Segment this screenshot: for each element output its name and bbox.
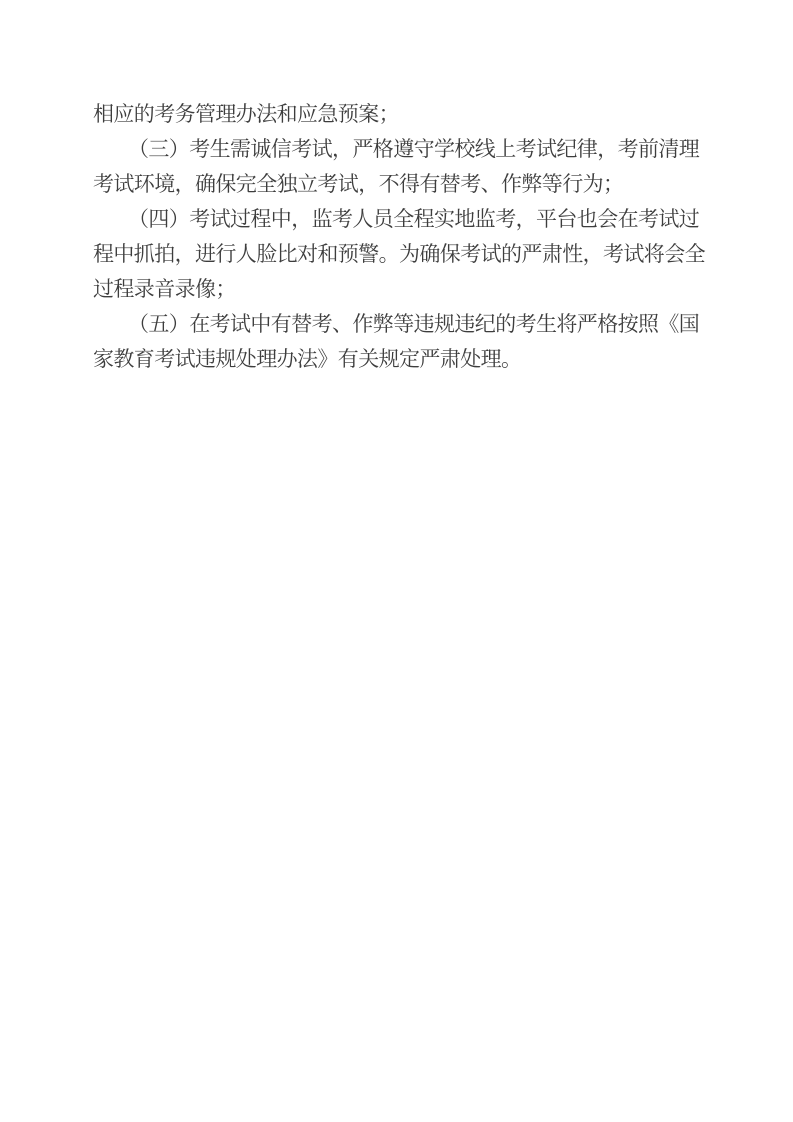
text-line: 程中抓拍，进行人脸比对和预警。为确保考试的严肃性，考试将会全: [93, 242, 705, 266]
document-text-block: [93, 97, 707, 377]
text-line: （三）考生需诚信考试，严格遵守学校线上考试纪律，考前清理: [128, 137, 700, 161]
text-line: （五）在考试中有替考、作弊等违规违纪的考生将严格按照《国: [128, 312, 700, 336]
text-line: 考试环境，确保完全独立考试，不得有替考、作弊等行为；: [93, 172, 624, 196]
text-line: 过程录音录像；: [93, 277, 236, 301]
text-line: （四）考试过程中，监考人员全程实地监考，平台也会在考试过: [128, 207, 700, 231]
text-line: 家教育考试违规处理办法》有关规定严肃处理。: [93, 347, 522, 371]
text-line: 相应的考务管理办法和应急预案；: [93, 102, 399, 126]
